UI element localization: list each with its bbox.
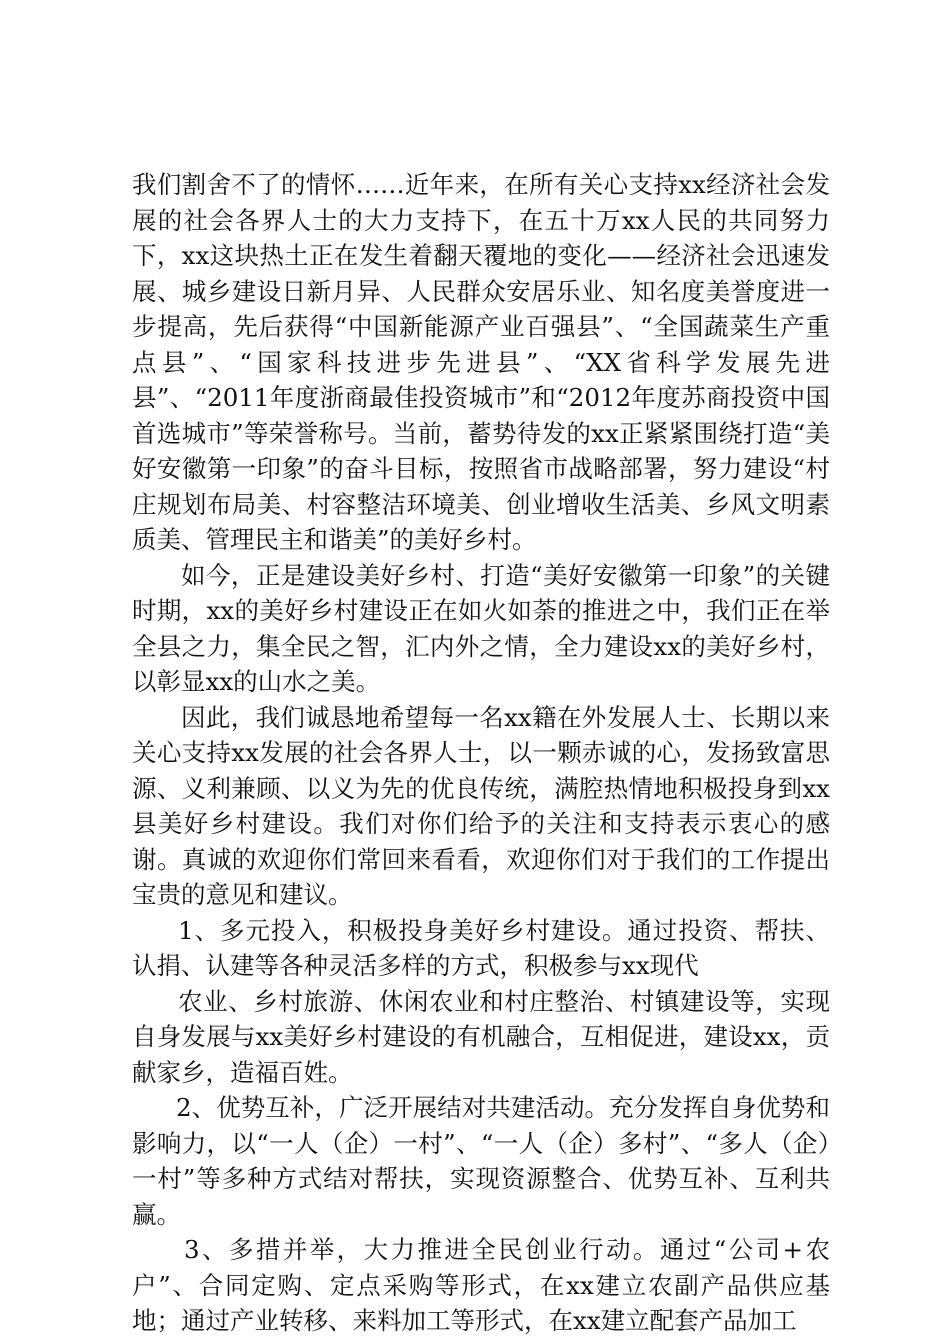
paragraph-appeal: 因此，我们诚恳地希望每一名xx籍在外发展人士、长期以来关心支持xx发展的社会各界人士，以一颗赤诚的心，发扬致富思源、义利兼顾、以义为先的优良传统，满腔热情地积极投身到xx县美好乡村建设。我们对你们给予的关注和支持表示衷心的感谢。真诚的欢迎你们常回来看看，欢迎你们对于我们的工作提出宝贵的意见和建议。 xyxy=(132,702,830,909)
list-item-2: 2、优势互补，广泛开展结对共建活动。充分发挥自身优势和影响力，以“一人（企）一村”、“一人（企）多村”、“多人（企）一村”等多种方式结对帮扶，实现资源整合、优势互补、互利共赢。 xyxy=(132,1093,830,1229)
list-item-3: 3、多措并举，大力推进全民创业行动。通过“公司+农户”、合同定购、定点采购等形式，在xx建立农副产品供应基地；通过产业转移、来料加工等形式，在xx建立配套产品加工 xyxy=(132,1235,830,1335)
paragraph-intro: 我们割舍不了的情怀……近年来，在所有关心支持xx经济社会发展的社会各界人士的大力支持下，在五十万xx人民的共同努力下，xx这块热土正在发生着翻天覆地的变化——经济社会迅速发展、城乡建设日新月异、人民群众安居乐业、知名度美誉度进一步提高，先后获得“中国新能源产业百强县”、“全国蔬菜生产重点县”、“国家科技进步先进县”、“XX省科学发展先进县”、“2011年度浙商最佳投资城市”和“2012年度苏商投资中国首选城市”等荣誉称号。当前，蓄势待发的xx正紧紧围绕打造“美好安徽第一印象”的奋斗目标，按照省市战略部署，努力建设“村庄规划布局美、村容整洁环境美、创业增收生活美、乡风文明素质美、管理民主和谐美”的美好乡村。 xyxy=(132,170,830,554)
list-item-1: 1、多元投入，积极投身美好乡村建设。通过投资、帮扶、认捐、认建等各种灵活多样的方式，积极参与xx现代 xyxy=(132,915,830,980)
paragraph-now: 如今，正是建设美好乡村、打造“美好安徽第一印象”的关键时期，xx的美好乡村建设正在如火如荼的推进之中，我们正在举全县之力，集全民之智，汇内外之情，全力建设xx的美好乡村，以彰显xx的山水之美。 xyxy=(132,560,830,696)
list-item-1-continued: 农业、乡村旅游、休闲农业和村庄整治、村镇建设等，实现自身发展与xx美好乡村建设的有机融合，互相促进，建设xx，贡献家乡，造福百姓。 xyxy=(132,986,830,1087)
document-body xyxy=(132,167,830,1339)
